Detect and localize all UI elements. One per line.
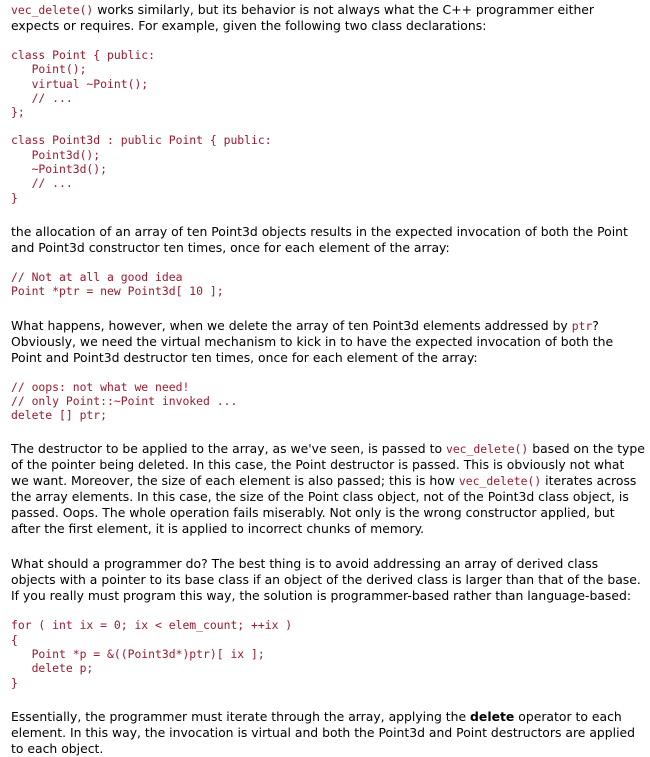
- code-block-point-class: class Point { public: Point(); virtual ~Point(); // ... };: [11, 48, 156, 120]
- inline-code-vec-delete: vec_delete(): [445, 442, 529, 457]
- paragraph-text: works similarly, but its behavior is not always what the C++ programmer either expects or requires. For example, given the following two class declarations:: [11, 2, 595, 33]
- inline-code-ptr: ptr: [571, 318, 593, 333]
- paragraph-array-allocation: the allocation of an array of ten Point3d objects results in the expected invocation of both the Point and Point3d constructor ten times, once for each element of the array:: [11, 223, 628, 255]
- paragraph-text: What happens, however, when we delete the array of ten Point3d elements addressed by: [11, 317, 572, 333]
- paragraph-text: iterates across the array elements. In this case, the size of the Point class object, not of the Point3d class object, is passed. Oops. The whole operation fails miserably. Not only is the wrong constructor applied, but after the first element, it is applied to incorrect chunks of memory.: [11, 473, 637, 537]
- document-page: [11, 2, 645, 757]
- paragraph-vec-delete-intro: [11, 2, 645, 34]
- paragraph-text: based on the type of the pointer being deleted. In this case, the Point destructor is passed. This is obviously not what we want. Moreover, the size of each element is also passed; this is how: [11, 441, 645, 489]
- paragraph-delete-question: [11, 318, 645, 366]
- paragraph-text: operator to each element. In this way, the invocation is virtual and both the Point3d and Point destructors are applied to each object.: [11, 708, 636, 756]
- paragraph-destructor-explanation: [11, 441, 645, 537]
- code-block-new-array: // Not at all a good idea Point *ptr = new Point3d[ 10 ];: [11, 269, 224, 299]
- paragraph-programmer-advice: What should a programmer do? The best thing is to avoid addressing an array of derived class objects with a pointer to its base class if an object of the derived class is larger than that of the base. If you really must program this way, the solution is programmer-based rather than language-based:: [11, 556, 641, 604]
- inline-code-vec-delete: vec_delete(): [458, 474, 542, 489]
- code-block-delete-array: // oops: not what we need! // only Point::~Point invoked ... delete [] ptr;: [11, 379, 238, 423]
- paragraph-text: ? Obviously, we need the virtual mechanism to kick in to have the expected invocation of both the Point and Point3d destructor ten times, once for each element of the array:: [11, 317, 614, 365]
- inline-code-vec-delete: vec_delete(): [11, 3, 94, 17]
- paragraph-conclusion: [11, 709, 645, 757]
- code-block-for-loop: for ( int ix = 0; ix < elem_count; ++ix ) { Point *p = &((Point3d*)ptr)[ ix ]; delete p; }: [11, 618, 293, 690]
- paragraph-text: The destructor to be applied to the array, as we've seen, is passed to: [11, 441, 446, 457]
- bold-delete-keyword: delete: [470, 708, 515, 724]
- code-block-point3d-class: class Point3d : public Point { public: Point3d(); ~Point3d(); // ... }: [11, 133, 272, 205]
- paragraph-text: Essentially, the programmer must iterate through the array, applying the: [11, 708, 471, 724]
